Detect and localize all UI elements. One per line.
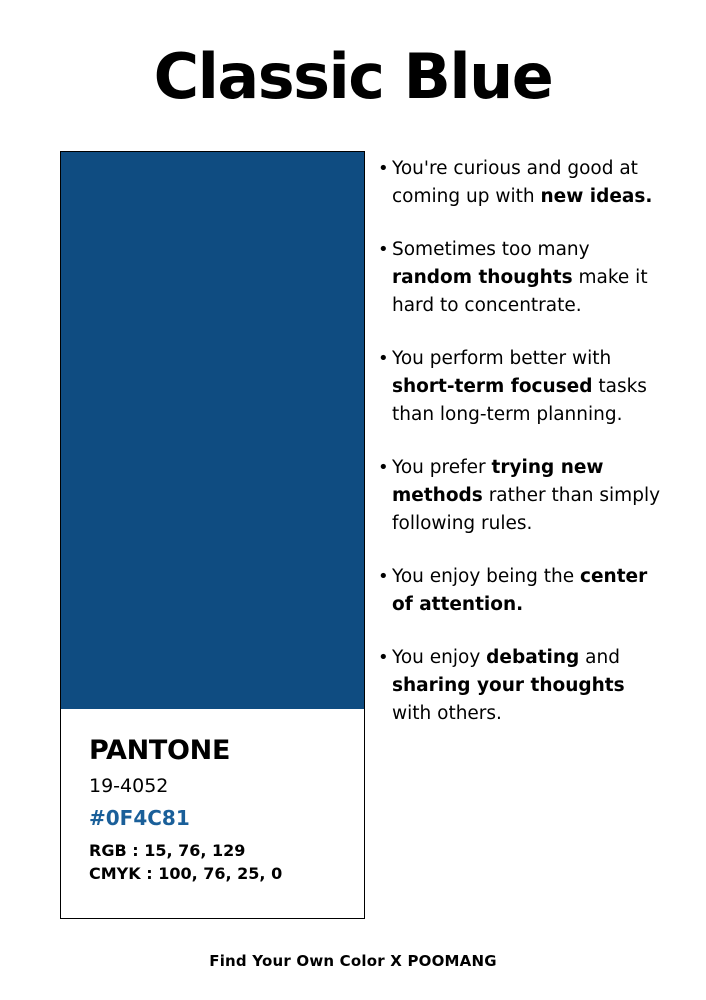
bullet-icon: • <box>378 647 389 668</box>
bullet-icon: • <box>378 239 389 260</box>
bullet-icon: • <box>378 566 389 587</box>
pantone-swatch-card <box>60 151 365 919</box>
trait-text: You perform better with short-term focused tasks than long-term planning. <box>392 348 647 425</box>
traits-list <box>378 155 668 753</box>
trait-item <box>378 345 668 429</box>
trait-text: You're curious and good at coming up with new ideas. <box>392 158 653 207</box>
trait-text: You prefer trying new methods rather than simply following rules. <box>392 457 661 534</box>
bullet-icon: • <box>378 348 389 369</box>
pantone-brand-label: PANTONE <box>89 735 231 766</box>
trait-item <box>378 644 668 728</box>
color-swatch <box>61 152 364 709</box>
swatch-info <box>61 709 364 885</box>
page-title: Classic Blue <box>153 40 553 113</box>
hex-code: #0F4C81 <box>89 805 190 830</box>
cmyk-values: CMYK : 100, 76, 25, 0 <box>89 863 283 883</box>
trait-item <box>378 236 668 320</box>
bullet-icon: • <box>378 457 389 478</box>
trait-item <box>378 454 668 538</box>
trait-text: You enjoy debating and sharing your thoughts with others. <box>392 647 625 724</box>
trait-text: Sometimes too many random thoughts make it hard to concentrate. <box>392 239 648 316</box>
trait-text: You enjoy being the center of attention. <box>392 566 648 615</box>
rgb-values: RGB : 15, 76, 129 <box>89 840 246 860</box>
bullet-icon: • <box>378 158 389 179</box>
trait-item <box>378 155 668 211</box>
pantone-code: 19-4052 <box>89 775 169 797</box>
trait-item <box>378 563 668 619</box>
footer-credit: Find Your Own Color X POOMANG <box>209 952 497 970</box>
